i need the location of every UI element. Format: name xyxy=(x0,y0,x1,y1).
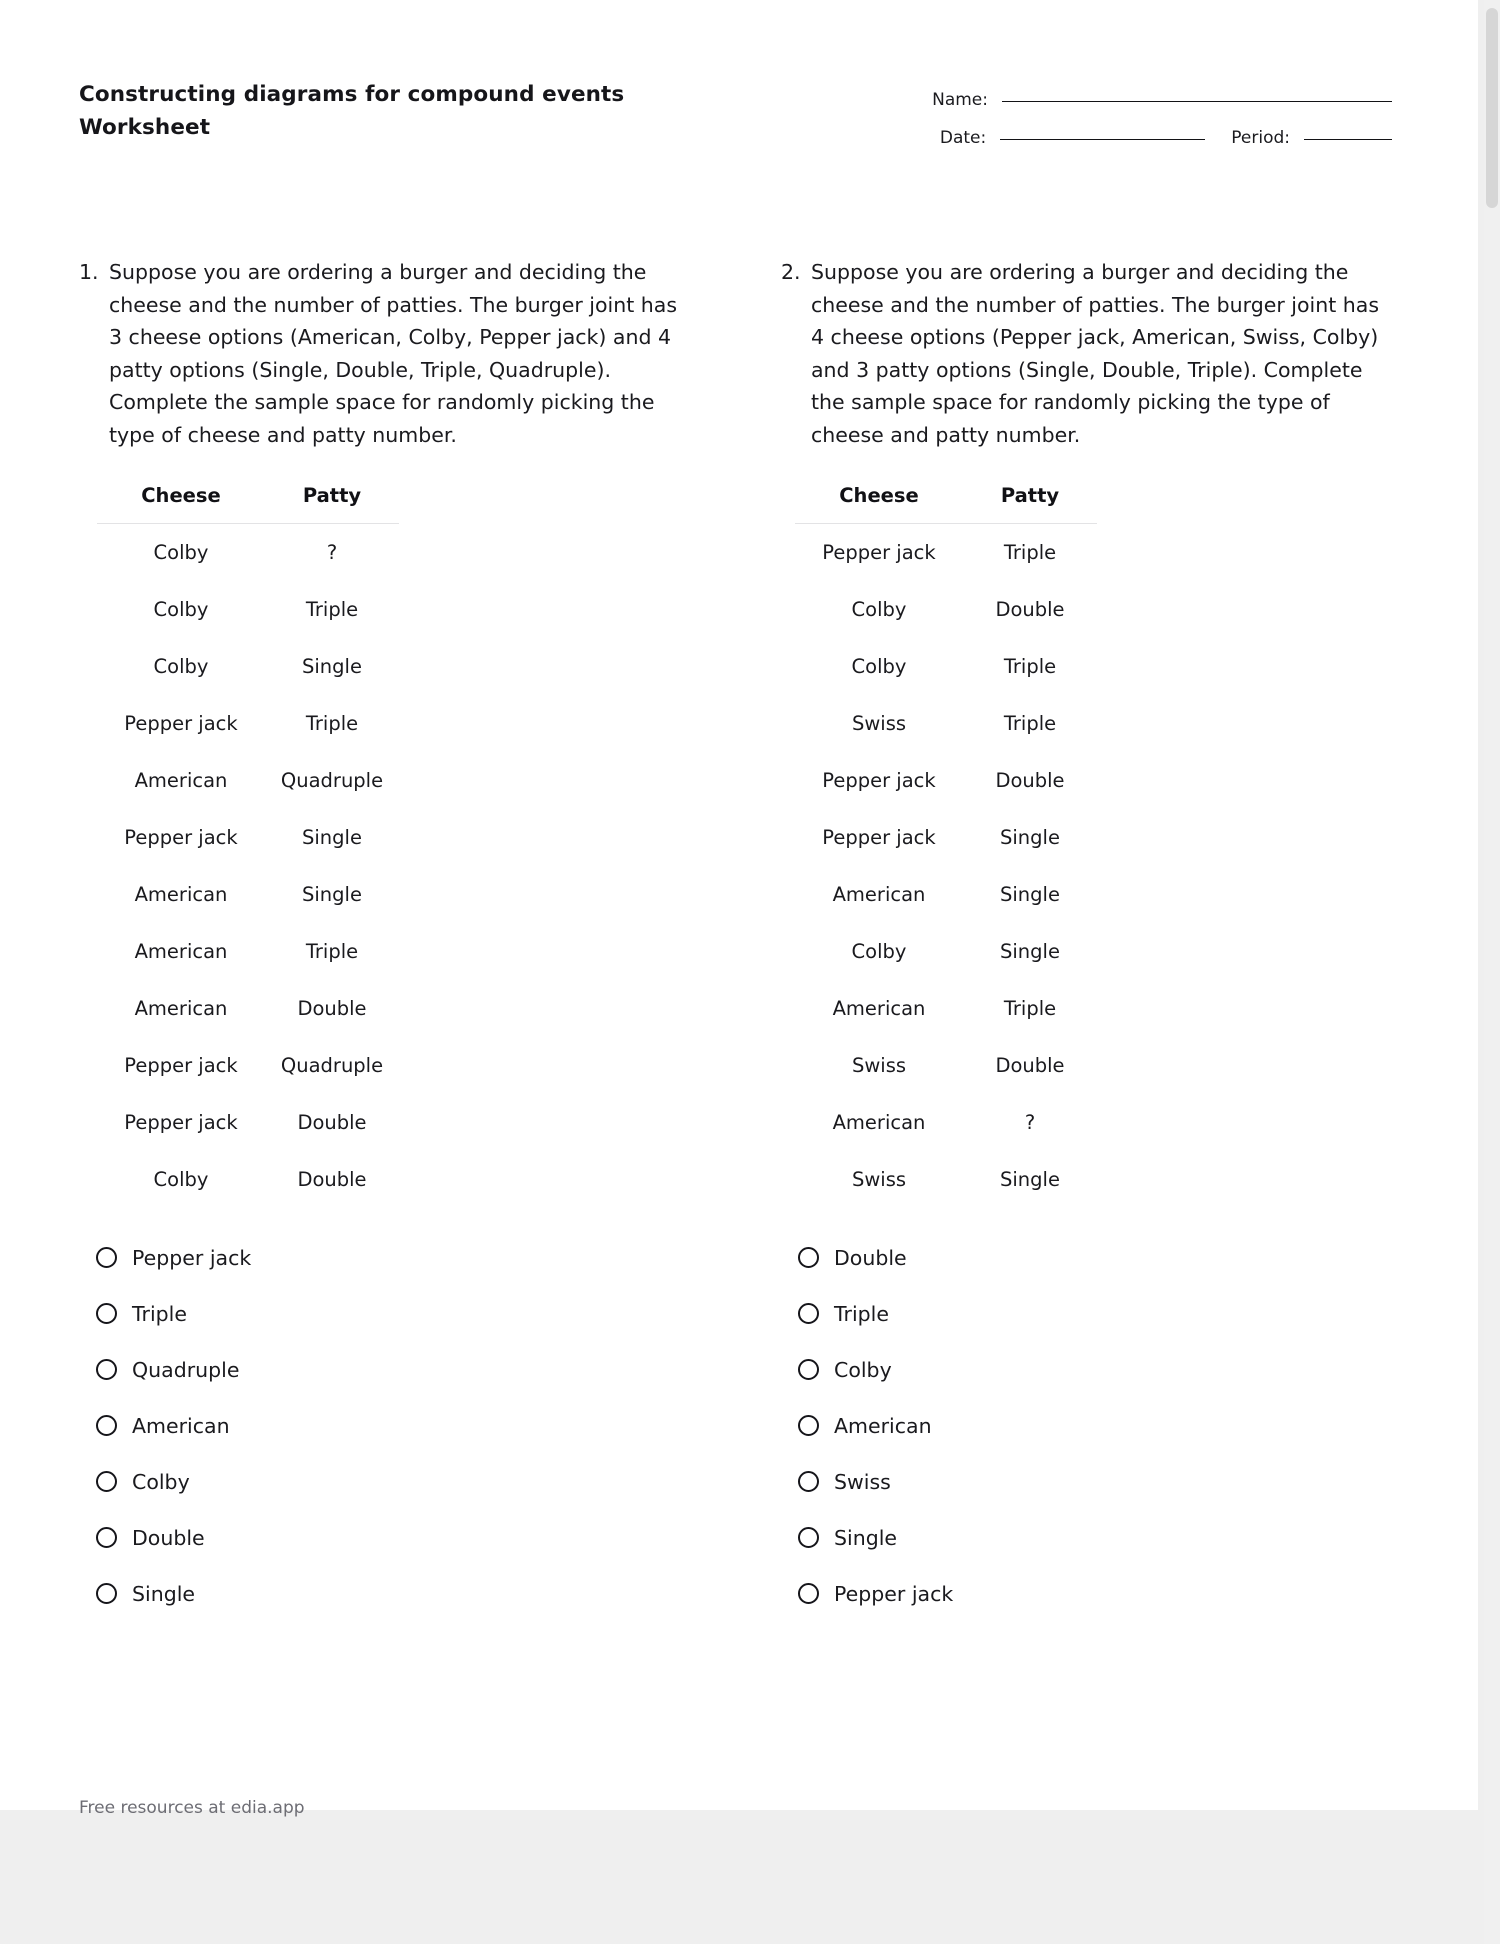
table-row xyxy=(795,1094,1097,1151)
option-label: Pepper jack xyxy=(132,1245,252,1270)
question-1-options-list xyxy=(79,1230,691,1622)
vertical-scrollbar-track[interactable] xyxy=(1484,0,1500,1944)
table-row xyxy=(97,809,399,866)
cheese-cell: Colby xyxy=(851,597,907,621)
option-label: Swiss xyxy=(834,1469,891,1494)
question-1-cheese-header: Cheese xyxy=(141,483,221,507)
page-title-line-2: Worksheet xyxy=(79,115,211,141)
patty-cell: Single xyxy=(1000,825,1060,849)
table-row xyxy=(97,923,399,980)
question-2-number: 2. xyxy=(781,260,801,284)
question-1-table-body xyxy=(97,523,399,1208)
radio-button-icon[interactable] xyxy=(96,1303,117,1324)
option-label: Single xyxy=(834,1525,898,1550)
cheese-cell: American xyxy=(134,882,228,906)
cheese-cell: American xyxy=(832,882,926,906)
radio-button-icon[interactable] xyxy=(798,1471,819,1492)
question-2-table-body xyxy=(795,523,1097,1208)
option-label: American xyxy=(132,1413,230,1438)
question-2-options-list xyxy=(781,1230,1393,1622)
question-1-header-row xyxy=(97,484,399,524)
cheese-cell: Colby xyxy=(153,654,209,678)
option-row[interactable] xyxy=(96,1230,691,1286)
radio-button-icon[interactable] xyxy=(798,1359,819,1380)
patty-cell: Single xyxy=(1000,882,1060,906)
option-row[interactable] xyxy=(96,1454,691,1510)
patty-cell: Triple xyxy=(1003,996,1057,1020)
cheese-cell: American xyxy=(832,996,926,1020)
patty-cell: Triple xyxy=(1003,654,1057,678)
option-label: Colby xyxy=(132,1469,190,1494)
option-row[interactable] xyxy=(96,1510,691,1566)
option-row[interactable] xyxy=(96,1286,691,1342)
option-label: Triple xyxy=(132,1301,187,1326)
radio-button-icon[interactable] xyxy=(798,1527,819,1548)
table-row xyxy=(795,809,1097,866)
option-label: Colby xyxy=(834,1357,892,1382)
patty-cell: Single xyxy=(302,882,362,906)
patty-cell: Single xyxy=(302,654,362,678)
patty-cell: Quadruple xyxy=(280,1053,384,1077)
cheese-cell: Swiss xyxy=(851,711,907,735)
date-label: Date: xyxy=(939,128,987,148)
option-label: Quadruple xyxy=(132,1357,240,1382)
page-title-line-1: Constructing diagrams for compound events xyxy=(79,82,625,107)
radio-button-icon[interactable] xyxy=(798,1303,819,1324)
table-row xyxy=(97,980,399,1037)
cheese-cell: American xyxy=(832,1110,926,1134)
patty-cell: Single xyxy=(1000,1167,1060,1191)
patty-cell: Triple xyxy=(305,711,359,735)
question-2-column xyxy=(781,256,1393,1622)
table-row xyxy=(97,523,399,581)
patty-cell: Quadruple xyxy=(280,768,384,792)
cheese-cell: Pepper jack xyxy=(124,711,238,735)
cheese-cell: Colby xyxy=(153,1167,209,1191)
cheese-cell: American xyxy=(134,996,228,1020)
table-row xyxy=(795,1037,1097,1094)
question-1-text: Suppose you are ordering a burger and deciding the cheese and the number of patties. The burger joint has 3 cheese options (American, Colby, Pepper jack) and 4 patty options (Single, Double, Triple, Quadruple). Complete the sample space for randomly picking the type of cheese and patty number. xyxy=(109,260,678,447)
patty-cell: Triple xyxy=(1003,540,1057,564)
question-1-patty-header: Patty xyxy=(302,483,362,507)
table-row xyxy=(795,866,1097,923)
date-input-line[interactable] xyxy=(1000,139,1205,140)
radio-button-icon[interactable] xyxy=(96,1527,117,1548)
table-row xyxy=(795,1151,1097,1208)
cheese-cell: Colby xyxy=(153,597,209,621)
option-row[interactable] xyxy=(798,1398,1393,1454)
patty-cell: Double xyxy=(297,1110,367,1134)
table-row xyxy=(795,581,1097,638)
question-2-patty-header: Patty xyxy=(1000,483,1060,507)
cheese-cell: Pepper jack xyxy=(124,1053,238,1077)
table-row xyxy=(97,752,399,809)
table-row xyxy=(795,638,1097,695)
table-row xyxy=(97,866,399,923)
date-period-field-row xyxy=(932,128,1392,148)
patty-cell-blank[interactable]: ? xyxy=(1024,1110,1036,1134)
radio-button-icon[interactable] xyxy=(96,1359,117,1380)
table-row xyxy=(795,980,1097,1037)
radio-button-icon[interactable] xyxy=(798,1247,819,1268)
patty-cell: Double xyxy=(297,1167,367,1191)
period-label: Period: xyxy=(1231,128,1290,148)
cheese-cell: American xyxy=(134,768,228,792)
option-row[interactable] xyxy=(798,1230,1393,1286)
option-label: Double xyxy=(834,1245,907,1270)
table-row xyxy=(97,638,399,695)
radio-button-icon[interactable] xyxy=(96,1247,117,1268)
patty-cell: Double xyxy=(995,1053,1065,1077)
cheese-cell: Colby xyxy=(851,939,907,963)
radio-button-icon[interactable] xyxy=(96,1471,117,1492)
cheese-cell: Colby xyxy=(851,654,907,678)
table-row xyxy=(795,695,1097,752)
cheese-cell: Pepper jack xyxy=(124,825,238,849)
cheese-cell: Pepper jack xyxy=(822,825,936,849)
cheese-cell: Swiss xyxy=(851,1167,907,1191)
patty-cell: Double xyxy=(995,597,1065,621)
radio-button-icon[interactable] xyxy=(798,1415,819,1436)
cheese-cell: Swiss xyxy=(851,1053,907,1077)
questions-container xyxy=(0,256,1478,1622)
option-row[interactable] xyxy=(798,1566,1393,1622)
patty-cell: Triple xyxy=(305,939,359,963)
table-row xyxy=(97,581,399,638)
table-row xyxy=(97,1094,399,1151)
table-row xyxy=(795,523,1097,581)
table-row xyxy=(795,923,1097,980)
radio-button-icon[interactable] xyxy=(96,1583,117,1604)
cheese-cell: Pepper jack xyxy=(822,768,936,792)
option-row[interactable] xyxy=(798,1510,1393,1566)
option-label: Triple xyxy=(834,1301,889,1326)
cheese-cell: Colby xyxy=(153,540,209,564)
question-2-prompt xyxy=(781,256,1393,452)
option-row[interactable] xyxy=(798,1454,1393,1510)
option-row[interactable] xyxy=(798,1342,1393,1398)
question-2-cheese-header: Cheese xyxy=(839,483,919,507)
vertical-scrollbar-thumb[interactable] xyxy=(1486,8,1498,208)
name-label: Name: xyxy=(932,90,988,110)
page-title xyxy=(79,78,624,145)
radio-button-icon[interactable] xyxy=(96,1415,117,1436)
option-label: Single xyxy=(132,1581,196,1606)
question-2-table-head xyxy=(795,484,1097,524)
name-field-row xyxy=(932,90,1392,110)
table-row xyxy=(795,752,1097,809)
name-input-line[interactable] xyxy=(1002,101,1392,102)
option-label: Pepper jack xyxy=(834,1581,954,1606)
question-1-prompt xyxy=(79,256,691,452)
patty-cell: Double xyxy=(297,996,367,1020)
student-info-block xyxy=(932,90,1392,148)
question-2-text: Suppose you are ordering a burger and deciding the cheese and the number of patties. The burger joint has 4 cheese options (Pepper jack, American, Swiss, Colby) and 3 patty options (Single, Double, Triple). Complete the sample space for randomly picking the type of cheese and patty number. xyxy=(811,260,1380,447)
cheese-cell: Pepper jack xyxy=(124,1110,238,1134)
patty-cell: Single xyxy=(1000,939,1060,963)
question-1-number: 1. xyxy=(79,260,99,284)
option-row[interactable] xyxy=(96,1566,691,1622)
period-input-line[interactable] xyxy=(1304,139,1392,140)
option-label: American xyxy=(834,1413,932,1438)
question-2-header-row xyxy=(795,484,1097,524)
patty-cell: Triple xyxy=(305,597,359,621)
option-row[interactable] xyxy=(96,1342,691,1398)
patty-cell: Triple xyxy=(1003,711,1057,735)
cheese-cell: Pepper jack xyxy=(822,540,936,564)
question-2-sample-space-table xyxy=(795,484,1097,1208)
patty-cell: Single xyxy=(302,825,362,849)
question-1-table-head xyxy=(97,484,399,524)
page-footer: Free resources at edia.app xyxy=(79,1798,305,1818)
patty-cell-blank[interactable]: ? xyxy=(326,540,338,564)
question-1-column xyxy=(79,256,691,1622)
option-row[interactable] xyxy=(798,1286,1393,1342)
table-row xyxy=(97,1037,399,1094)
document-header xyxy=(0,0,1478,148)
option-row[interactable] xyxy=(96,1398,691,1454)
patty-cell: Double xyxy=(995,768,1065,792)
option-label: Double xyxy=(132,1525,205,1550)
radio-button-icon[interactable] xyxy=(798,1583,819,1604)
table-row xyxy=(97,695,399,752)
cheese-cell: American xyxy=(134,939,228,963)
question-1-sample-space-table xyxy=(97,484,399,1208)
table-row xyxy=(97,1151,399,1208)
